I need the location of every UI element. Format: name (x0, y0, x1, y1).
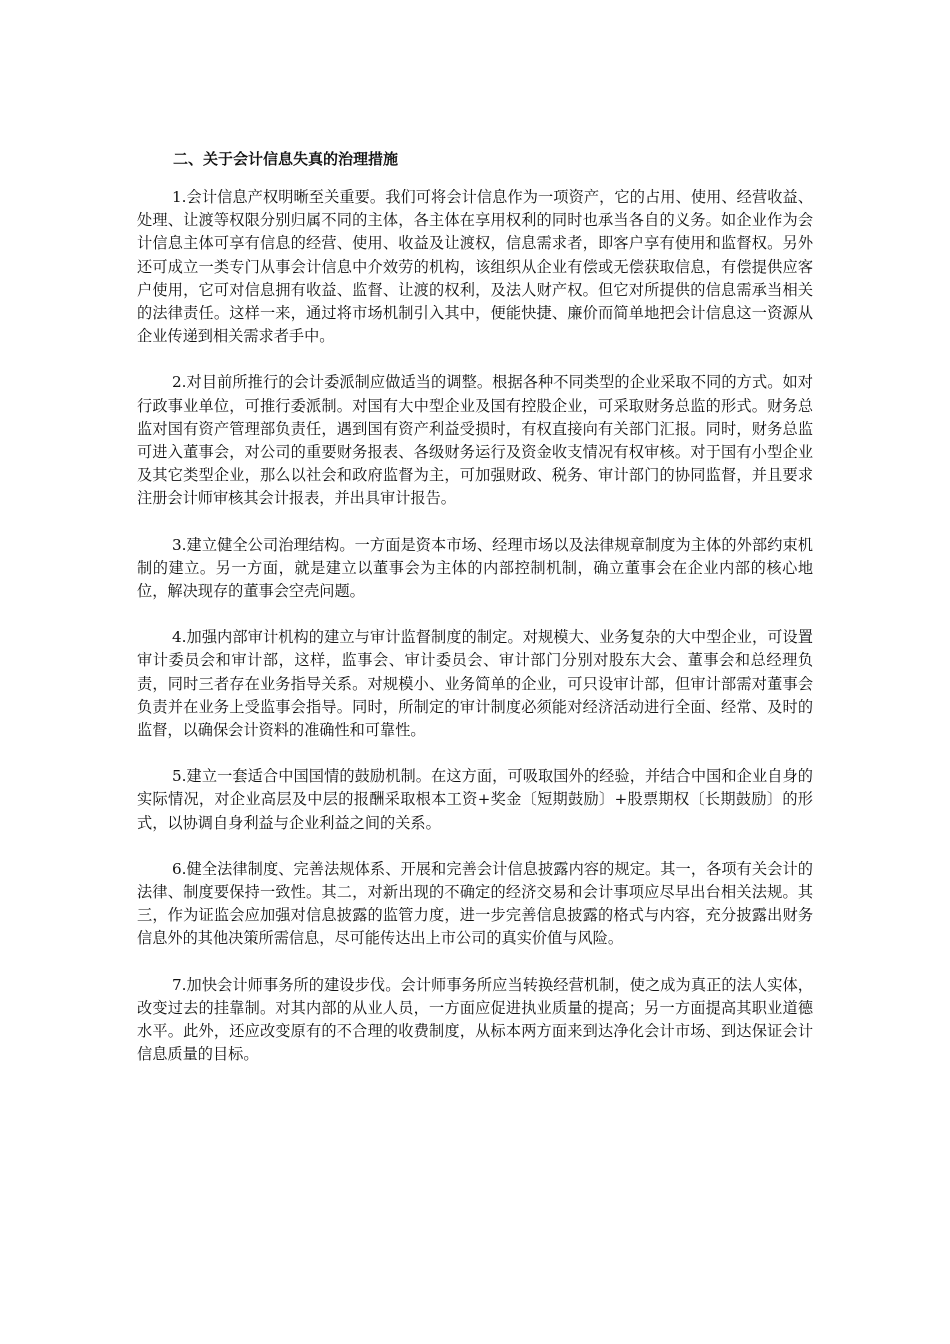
paragraph-3: 3.建立健全公司治理结构。一方面是资本市场、经理市场以及法律规章制度为主体的外部约束机制的建立。另一方面，就是建立以董事会为主体的内部控制机制，确立董事会在企业内部的核心地位，解决现存的董事会空壳问题。 (137, 535, 813, 601)
section-heading: 二、关于会计信息失真的治理措施 (173, 150, 399, 168)
paragraph-2: 2.对目前所推行的会计委派制应做适当的调整。根据各种不同类型的企业采取不同的方式。如对行政事业单位，可推行委派制。对国有大中型企业及国有控股企业，可采取财务总监的形式。财务总监对国有资产管理部负责任，遇到国有资产利益受损时，有权直接向有关部门汇报。同时，财务总监可进入董事会，对公司的重要财务报表、各级财务运行及资金收支情况有权审核。对于国有小型企业及其它类型企业，那么以社会和政府监督为主，可加强财政、税务、审计部门的协同监督，并且要求注册会计师审核其会计报表，并出具审计报告。 (137, 373, 813, 508)
paragraph-5: 5.建立一套适合中国国情的鼓励机制。在这方面，可吸取国外的经验，并结合中国和企业自身的实际情况，对企业高层及中层的报酬采取根本工资+奖金〔短期鼓励〕+股票期权〔长期鼓励〕的形式，以协调自身利益与企业利益之间的关系。 (137, 767, 813, 832)
document-page (137, 148, 813, 1090)
paragraph-6: 6.健全法律制度、完善法规体系、开展和完善会计信息披露内容的规定。其一，各项有关会计的法律、制度要保持一致性。其二，对新出现的不确定的经济交易和会计事项应尽早出台相关法规。其三，作为证监会应加强对信息披露的监管力度，进一步完善信息披露的格式与内容，充分披露出财务信息外的其他决策所需信息，尽可能传达出上市公司的真实价值与风险。 (137, 859, 813, 948)
paragraph-1: 1.会计信息产权明晰至关重要。我们可将会计信息作为一项资产，它的占用、使用、经营收益、处理、让渡等权限分别归属不同的主体，各主体在享用权利的同时也承当各自的义务。如企业作为会计信息主体可享有信息的经营、使用、收益及让渡权，信息需求者，即客户享有使用和监督权。另外还可成立一类专门从事会计信息中介效劳的机构，该组织从企业有偿或无偿获取信息，有偿提供应客户使用，它可对信息拥有收益、监督、让渡的权利，及法人财产权。但它对所提供的信息需承当相关的法律责任。这样一来，通过将市场机制引入其中，便能快捷、廉价而简单地把会计信息这一资源从企业传递到相关需求者手中。 (137, 188, 813, 346)
paragraph-4: 4.加强内部审计机构的建立与审计监督制度的制定。对规模大、业务复杂的大中型企业，可设置审计委员会和审计部，这样，监事会、审计委员会、审计部门分别对股东大会、董事会和总经理负责，同时三者存在业务指导关系。对规模小、业务简单的企业，可只设审计部，但审计部需对董事会负责并在业务上受监事会指导。同时，所制定的审计制度必须能对经济活动进行全面、经常、及时的监督，以确保会计资料的准确性和可靠性。 (137, 628, 813, 740)
paragraph-7: 7.加快会计师事务所的建设步伐。会计师事务所应当转换经营机制，使之成为真正的法人实体，改变过去的挂靠制。对其内部的从业人员，一方面应促进执业质量的提高；另一方面提高其职业道德水平。此外，还应改变原有的不合理的收费制度，从标本两方面来到达净化会计市场、到达保证会计信息质量的目标。 (137, 975, 813, 1064)
